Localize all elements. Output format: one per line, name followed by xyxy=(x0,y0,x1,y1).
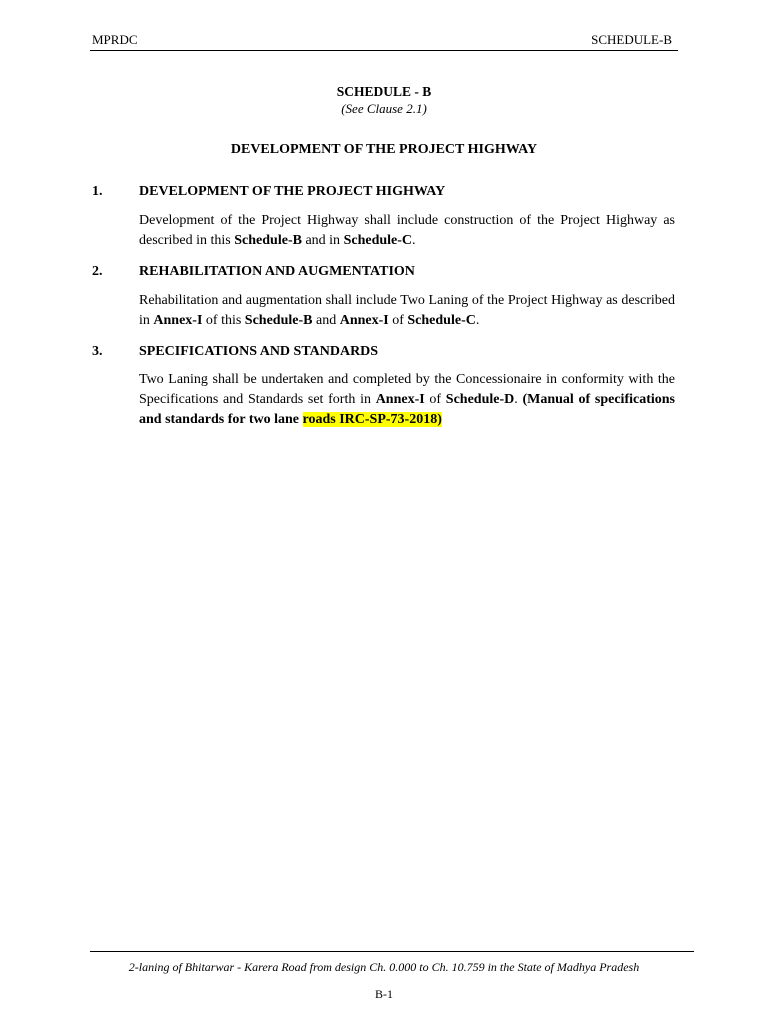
section-3-number: 3. xyxy=(92,344,103,359)
section-3-body: Two Laning shall be undertaken and completed by the Concessionaire in conformity with the Specifications and Standards set forth in Annex-I of Schedule-D. (Manual of specifications and standards for two lane roads IRC-SP-73-2018) xyxy=(139,372,675,427)
section-1-number: 1. xyxy=(92,184,103,199)
footer-divider xyxy=(90,951,694,952)
section-3-title: SPECIFICATIONS AND STANDARDS xyxy=(139,344,379,359)
section-1-title: DEVELOPMENT OF THE PROJECT HIGHWAY xyxy=(139,184,446,199)
header-right-label: SCHEDULE-B xyxy=(591,32,672,47)
page-number: B-1 xyxy=(375,987,393,1001)
schedule-subtitle: (See Clause 2.1) xyxy=(341,101,427,116)
document-heading: DEVELOPMENT OF THE PROJECT HIGHWAY xyxy=(230,142,538,157)
section-2-body: Rehabilitation and augmentation shall include Two Laning of the Project Highway as described in Annex-I of this Schedule-B and Annex-I of Schedule-C. xyxy=(139,293,675,328)
header-left-label: MPRDC xyxy=(92,32,138,47)
highlighted-reference: roads IRC-SP-73-2018) xyxy=(302,412,442,427)
footer-project-description: 2-laning of Bhitarwar - Karera Road from design Ch. 0.000 to Ch. 10.759 in the State of Madhya Pradesh xyxy=(128,960,640,974)
header-divider xyxy=(90,50,678,51)
section-2-number: 2. xyxy=(92,264,103,279)
schedule-title: SCHEDULE - B xyxy=(336,84,432,99)
section-2-title: REHABILITATION AND AUGMENTATION xyxy=(139,264,415,279)
section-1-body: Development of the Project Highway shall include construction of the Project Highway as described in this Schedule-B and in Schedule-C. xyxy=(139,213,675,248)
